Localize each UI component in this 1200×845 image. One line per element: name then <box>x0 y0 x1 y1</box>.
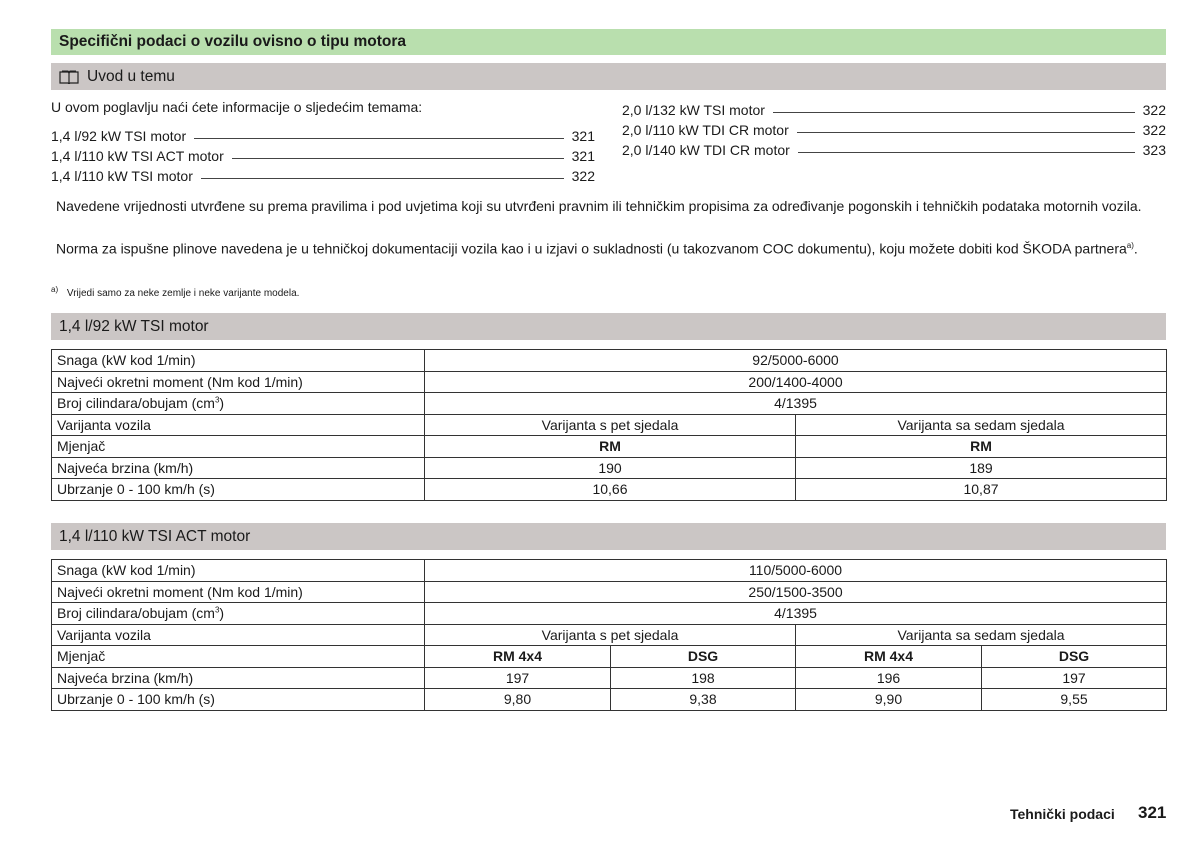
toc-entry[interactable] <box>622 98 1166 118</box>
toc-page: 322 <box>571 168 595 184</box>
table-row <box>52 436 1167 458</box>
unit-superscript: 3 <box>214 605 220 615</box>
toc-label: 1,4 l/92 kW TSI motor <box>51 128 187 144</box>
row-label: Mjenjač <box>52 436 425 458</box>
cell-value: 189 <box>796 457 1167 479</box>
intro-title: Uvod u temu <box>87 67 175 85</box>
cell-value: 250/1500-3500 <box>425 581 1167 603</box>
cell-value: DSG <box>611 646 796 668</box>
table-row <box>52 560 1167 582</box>
cell-value: Varijanta s pet sjedala <box>425 624 796 646</box>
table-row <box>52 393 1167 415</box>
intro-text: U ovom poglavlju naći ćete informacije o sljedećim temama: <box>51 99 423 115</box>
chapter-header <box>51 29 1166 55</box>
cell-value: 200/1400-4000 <box>425 371 1167 393</box>
cell-value: 9,38 <box>611 689 796 711</box>
intro-header <box>51 63 1166 90</box>
toc-page: 321 <box>571 128 595 144</box>
toc-label: 1,4 l/110 kW TSI ACT motor <box>51 148 224 164</box>
section-title: 1,4 l/110 kW TSI ACT motor <box>59 527 251 545</box>
toc-label: 2,0 l/140 kW TDI CR motor <box>622 142 790 158</box>
chapter-title: Specifični podaci o vozilu ovisno o tipu motora <box>59 33 407 50</box>
table-row <box>52 581 1167 603</box>
toc-leader <box>798 152 1135 153</box>
row-label-close: ) <box>219 395 225 412</box>
cell-value: 9,90 <box>796 689 982 711</box>
row-label: Ubrzanje 0 - 100 km/h (s) <box>52 689 425 711</box>
row-label <box>52 393 425 415</box>
row-label: Ubrzanje 0 - 100 km/h (s) <box>52 479 425 501</box>
table-row <box>52 457 1167 479</box>
cell-value: Varijanta sa sedam sjedala <box>796 414 1167 436</box>
cell-value: RM <box>796 436 1167 458</box>
cell-value: RM 4x4 <box>425 646 611 668</box>
table-row <box>52 624 1167 646</box>
toc-leader <box>194 138 564 139</box>
row-label: Najveća brzina (km/h) <box>52 667 425 689</box>
toc-entry[interactable] <box>622 118 1166 138</box>
paragraph-values: Navedene vrijednosti utvrđene su prema pravilima i pod uvjetima koji su utvrđeni pravnim ili tehničkim propisima za određivanje pogonskih i tehničkih podataka motornih vozila. <box>56 198 1142 214</box>
toc-entry[interactable] <box>51 164 595 184</box>
unit-superscript: 3 <box>214 395 220 405</box>
page-number: 321 <box>1138 803 1167 822</box>
toc-leader <box>201 178 564 179</box>
toc-entry[interactable] <box>51 144 595 164</box>
paragraph-emission: Norma za ispušne plinove navedena je u tehničkoj dokumentaciji vozila kao i u izjavi o sukladnosti (u takozvanom COC dokumentu), koju možete dobiti kod ŠKODA partnera$^{a)}$. <box>56 240 1138 257</box>
row-label-text: Broj cilindara/obujam (cm <box>57 395 215 412</box>
section-header <box>51 523 1166 550</box>
cell-value: 10,87 <box>796 479 1167 501</box>
cell-value: 4/1395 <box>425 603 1167 625</box>
table-row <box>52 689 1167 711</box>
cell-value: 190 <box>425 457 796 479</box>
row-label: Snaga (kW kod 1/min) <box>52 350 425 372</box>
cell-value: 4/1395 <box>425 393 1167 415</box>
row-label: Varijanta vozila <box>52 624 425 646</box>
row-label: Najveći okretni moment (Nm kod 1/min) <box>52 371 425 393</box>
cell-value: 10,66 <box>425 479 796 501</box>
table-row <box>52 603 1167 625</box>
toc-page: 322 <box>1142 122 1166 138</box>
toc-leader <box>797 132 1135 133</box>
cell-value: RM <box>425 436 796 458</box>
toc-leader <box>232 158 564 159</box>
paragraph-emission-text: Norma za ispušne plinove navedena je u tehničkoj dokumentaciji vozila kao i u izjavi o sukladnosti (u takozvanom COC dokumentu), koju možete dobiti kod ŠKODA partnera <box>56 240 1127 257</box>
section-title: 1,4 l/92 kW TSI motor <box>59 317 209 335</box>
toc-left <box>51 124 595 184</box>
row-label <box>52 603 425 625</box>
cell-value: Varijanta s pet sjedala <box>425 414 796 436</box>
row-label: Mjenjač <box>52 646 425 668</box>
toc-label: 1,4 l/110 kW TSI motor <box>51 168 193 184</box>
spec-table-1 <box>51 349 1167 501</box>
section-header <box>51 313 1166 340</box>
table-row <box>52 371 1167 393</box>
cell-value: Varijanta sa sedam sjedala <box>796 624 1167 646</box>
toc-page: 321 <box>571 148 595 164</box>
cell-value: 196 <box>796 667 982 689</box>
footer-section-label: Tehnički podaci <box>1010 806 1115 822</box>
toc-page: 322 <box>1142 102 1166 118</box>
table-row <box>52 479 1167 501</box>
cell-value: 197 <box>982 667 1167 689</box>
toc-entry[interactable] <box>51 124 595 144</box>
cell-value: 9,55 <box>982 689 1167 711</box>
cell-value: RM 4x4 <box>796 646 982 668</box>
cell-value: 110/5000-6000 <box>425 560 1167 582</box>
cell-value: 92/5000-6000 <box>425 350 1167 372</box>
cell-value: DSG <box>982 646 1167 668</box>
row-label-close: ) <box>219 605 225 622</box>
toc-label: 2,0 l/110 kW TDI CR motor <box>622 122 789 138</box>
cell-value: 197 <box>425 667 611 689</box>
row-label: Najveći okretni moment (Nm kod 1/min) <box>52 581 425 603</box>
table-row <box>52 667 1167 689</box>
toc-right <box>622 98 1166 158</box>
toc-label: 2,0 l/132 kW TSI motor <box>622 102 765 118</box>
row-label: Najveća brzina (km/h) <box>52 457 425 479</box>
toc-page: 323 <box>1142 142 1166 158</box>
spec-table-2 <box>51 559 1167 711</box>
table-row <box>52 646 1167 668</box>
cell-value: 9,80 <box>425 689 611 711</box>
footnote-text: Vrijedi samo za neke zemlje i neke varijante modela. <box>66 288 300 300</box>
row-label: Varijanta vozila <box>52 414 425 436</box>
toc-leader <box>773 112 1135 113</box>
footnote <box>51 285 299 299</box>
table-row <box>52 414 1167 436</box>
table-row <box>52 350 1167 372</box>
toc-entry[interactable] <box>622 138 1166 158</box>
cell-value: 198 <box>611 667 796 689</box>
row-label: Snaga (kW kod 1/min) <box>52 560 425 582</box>
footnote-marker: a) <box>51 285 59 294</box>
footnote-ref: a) <box>1126 241 1134 250</box>
book-icon <box>59 70 79 84</box>
row-label-text: Broj cilindara/obujam (cm <box>57 605 215 622</box>
